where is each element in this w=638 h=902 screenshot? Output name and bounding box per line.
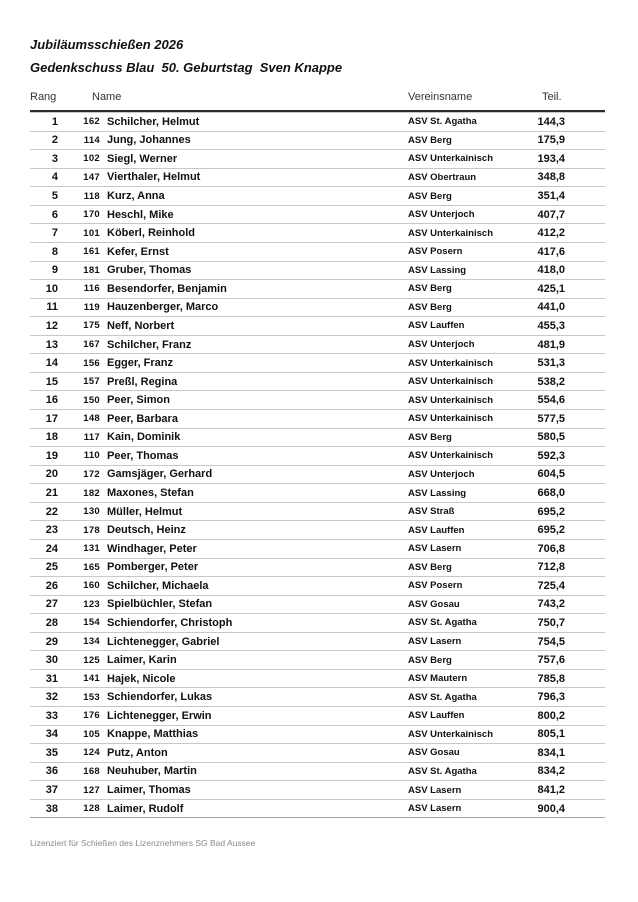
score-cell: 538,2 <box>537 375 565 388</box>
shooter-number-cell: 125 <box>83 654 100 666</box>
rank-cell: 27 <box>45 598 58 611</box>
document-subtitle: Gedenkschuss Blau 50. Geburtstag Sven Knappe <box>30 60 343 75</box>
table-row <box>30 223 605 242</box>
club-name-cell: ASV Straß <box>408 506 455 518</box>
score-cell: 712,8 <box>537 561 565 574</box>
club-name-cell: ASV Gosau <box>408 747 460 759</box>
score-cell: 144,3 <box>537 115 565 128</box>
results-table-body <box>30 112 605 818</box>
shooter-name-cell: Heschl, Mike <box>107 208 174 221</box>
table-row <box>30 613 605 632</box>
score-cell: 592,3 <box>537 449 565 462</box>
table-row <box>30 706 605 725</box>
rank-cell: 8 <box>51 245 58 258</box>
shooter-number-cell: 150 <box>83 394 100 406</box>
shooter-name-cell: Lichtenegger, Gabriel <box>107 635 220 648</box>
shooter-name-cell: Laimer, Rudolf <box>107 802 184 815</box>
club-name-cell: ASV St. Agatha <box>408 691 477 703</box>
score-cell: 425,1 <box>537 282 565 295</box>
shooter-name-cell: Kain, Dominik <box>107 431 181 444</box>
score-cell: 900,4 <box>537 802 565 815</box>
shooter-name-cell: Besendorfer, Benjamin <box>107 282 227 295</box>
rank-cell: 25 <box>45 561 58 574</box>
club-name-cell: ASV Unterjoch <box>408 209 475 221</box>
shooter-name-cell: Jung, Johannes <box>107 134 191 147</box>
score-cell: 412,2 <box>537 227 565 240</box>
shooter-name-cell: Neuhuber, Martin <box>107 765 197 778</box>
club-name-cell: ASV Posern <box>408 246 463 258</box>
shooter-name-cell: Gamsjäger, Gerhard <box>107 468 213 481</box>
club-name-cell: ASV Berg <box>408 431 452 443</box>
table-row <box>30 669 605 688</box>
shooter-name-cell: Schiendorfer, Lukas <box>107 691 213 704</box>
shooter-number-cell: 153 <box>83 691 100 703</box>
rank-cell: 13 <box>45 338 58 351</box>
shooter-number-cell: 167 <box>83 339 100 351</box>
shooter-name-cell: Laimer, Thomas <box>107 784 191 797</box>
shooter-name-cell: Schilcher, Michaela <box>107 579 209 592</box>
table-row <box>30 279 605 298</box>
table-header-row <box>30 92 605 112</box>
license-footer: Lizenziert für Schießen des Lizenznehmers SG Bad Aussee <box>30 838 256 849</box>
shooter-name-cell: Peer, Barbara <box>107 412 178 425</box>
shooter-name-cell: Müller, Helmut <box>107 505 183 518</box>
shooter-number-cell: 182 <box>83 487 100 499</box>
club-name-cell: ASV Unterkainisch <box>408 357 493 369</box>
score-cell: 407,7 <box>537 208 565 221</box>
rank-cell: 36 <box>45 765 58 778</box>
shooter-number-cell: 176 <box>83 710 100 722</box>
rank-cell: 1 <box>51 115 58 128</box>
club-name-cell: ASV Gosau <box>408 598 460 610</box>
rank-cell: 20 <box>45 468 58 481</box>
club-name-cell: ASV Lauffen <box>408 524 465 536</box>
shooter-number-cell: 124 <box>83 747 100 759</box>
club-name-cell: ASV Lasern <box>408 784 462 796</box>
table-row <box>30 762 605 781</box>
shooter-name-cell: Peer, Simon <box>107 394 170 407</box>
club-name-cell: ASV Lauffen <box>408 710 465 722</box>
club-name-cell: ASV Unterjoch <box>408 339 475 351</box>
shooter-number-cell: 114 <box>83 134 100 146</box>
score-cell: 805,1 <box>537 728 565 741</box>
shooter-number-cell: 102 <box>83 153 100 165</box>
table-row <box>30 168 605 187</box>
rank-cell: 23 <box>45 524 58 537</box>
rank-cell: 16 <box>45 394 58 407</box>
table-row <box>30 390 605 409</box>
shooter-number-cell: 110 <box>83 450 100 462</box>
score-cell: 441,0 <box>537 301 565 314</box>
column-header-score: Teil. <box>542 91 562 103</box>
club-name-cell: ASV Unterjoch <box>408 468 475 480</box>
club-name-cell: ASV Unterkainisch <box>408 227 493 239</box>
table-row <box>30 316 605 335</box>
club-name-cell: ASV Unterkainisch <box>408 376 493 388</box>
table-row <box>30 112 605 131</box>
shooter-number-cell: 156 <box>83 357 100 369</box>
score-cell: 531,3 <box>537 357 565 370</box>
shooter-name-cell: Deutsch, Heinz <box>107 524 186 537</box>
shooter-name-cell: Schilcher, Franz <box>107 338 192 351</box>
score-cell: 800,2 <box>537 709 565 722</box>
shooter-number-cell: 168 <box>83 765 100 777</box>
score-cell: 481,9 <box>537 338 565 351</box>
rank-cell: 11 <box>46 301 58 314</box>
score-cell: 757,6 <box>537 654 565 667</box>
score-cell: 695,2 <box>537 524 565 537</box>
club-name-cell: ASV Berg <box>408 134 452 146</box>
score-cell: 834,1 <box>537 746 565 759</box>
table-row <box>30 502 605 521</box>
shooter-number-cell: 119 <box>83 301 100 313</box>
club-name-cell: ASV Berg <box>408 301 452 313</box>
shooter-number-cell: 160 <box>83 580 100 592</box>
shooter-number-cell: 123 <box>83 598 100 610</box>
table-row <box>30 799 605 818</box>
table-row <box>30 242 605 261</box>
table-row <box>30 595 605 614</box>
shooter-number-cell: 105 <box>83 728 100 740</box>
shooter-number-cell: 157 <box>83 376 100 388</box>
table-row <box>30 725 605 744</box>
shooter-number-cell: 154 <box>83 617 100 629</box>
table-row <box>30 353 605 372</box>
shooter-name-cell: Putz, Anton <box>107 746 168 759</box>
shooter-name-cell: Egger, Franz <box>107 357 174 370</box>
club-name-cell: ASV Lasern <box>408 803 462 815</box>
shooter-name-cell: Laimer, Karin <box>107 654 177 667</box>
club-name-cell: ASV Unterkainisch <box>408 153 493 165</box>
shooter-number-cell: 101 <box>83 227 100 239</box>
shooter-number-cell: 170 <box>83 209 100 221</box>
club-name-cell: ASV Lasern <box>408 543 462 555</box>
rank-cell: 19 <box>45 449 58 462</box>
score-cell: 725,4 <box>537 579 565 592</box>
shooter-number-cell: 181 <box>83 264 100 276</box>
table-row <box>30 632 605 651</box>
table-row <box>30 743 605 762</box>
column-header-name: Name <box>92 91 122 103</box>
shooter-name-cell: Neff, Norbert <box>107 319 175 332</box>
table-row <box>30 780 605 799</box>
shooter-name-cell: Windhager, Peter <box>107 542 197 555</box>
score-cell: 418,0 <box>537 264 565 277</box>
rank-cell: 6 <box>51 208 58 221</box>
document-title: Jubiläumsschießen 2026 <box>30 37 184 52</box>
score-cell: 577,5 <box>537 412 565 425</box>
rank-cell: 17 <box>45 412 58 425</box>
rank-cell: 32 <box>45 691 58 704</box>
shooter-name-cell: Knappe, Matthias <box>107 728 199 741</box>
rank-cell: 30 <box>45 654 58 667</box>
club-name-cell: ASV Posern <box>408 580 463 592</box>
rank-cell: 35 <box>45 746 58 759</box>
column-header-rank: Rang <box>30 91 57 103</box>
rank-cell: 29 <box>45 635 58 648</box>
club-name-cell: ASV Unterkainisch <box>408 413 493 425</box>
table-row <box>30 520 605 539</box>
club-name-cell: ASV Lassing <box>408 264 467 276</box>
rank-cell: 37 <box>45 784 58 797</box>
shooter-name-cell: Peer, Thomas <box>107 449 179 462</box>
table-row <box>30 186 605 205</box>
rank-cell: 21 <box>45 487 58 500</box>
table-row <box>30 261 605 280</box>
table-row <box>30 539 605 558</box>
rank-cell: 24 <box>45 542 58 555</box>
rank-cell: 33 <box>45 709 58 722</box>
shooter-name-cell: Gruber, Thomas <box>107 264 192 277</box>
club-name-cell: ASV Berg <box>408 654 452 666</box>
table-row <box>30 687 605 706</box>
club-name-cell: ASV St. Agatha <box>408 116 477 128</box>
score-cell: 604,5 <box>537 468 565 481</box>
score-cell: 841,2 <box>537 784 565 797</box>
score-cell: 455,3 <box>537 319 565 332</box>
shooter-number-cell: 118 <box>83 190 100 202</box>
score-cell: 175,9 <box>537 134 565 147</box>
table-row <box>30 558 605 577</box>
shooter-name-cell: Kefer, Ernst <box>107 245 169 258</box>
shooter-number-cell: 162 <box>83 116 100 128</box>
column-header-club: Vereinsname <box>408 91 473 103</box>
score-cell: 785,8 <box>537 672 565 685</box>
score-cell: 750,7 <box>537 616 565 629</box>
shooter-number-cell: 178 <box>83 524 100 536</box>
club-name-cell: ASV Obertraun <box>408 171 477 183</box>
club-name-cell: ASV Unterkainisch <box>408 394 493 406</box>
rank-cell: 14 <box>45 357 58 370</box>
rank-cell: 7 <box>51 227 58 240</box>
shooter-name-cell: Schiendorfer, Christoph <box>107 616 233 629</box>
club-name-cell: ASV Lasern <box>408 636 462 648</box>
score-cell: 348,8 <box>537 171 565 184</box>
shooter-number-cell: 127 <box>83 784 100 796</box>
club-name-cell: ASV St. Agatha <box>408 617 477 629</box>
rank-cell: 2 <box>51 134 58 147</box>
rank-cell: 34 <box>45 728 58 741</box>
club-name-cell: ASV Berg <box>408 190 452 202</box>
rank-cell: 5 <box>51 190 58 203</box>
table-row <box>30 205 605 224</box>
table-row <box>30 465 605 484</box>
shooter-name-cell: Hajek, Nicole <box>107 672 176 685</box>
club-name-cell: ASV Unterkainisch <box>408 728 493 740</box>
shooter-number-cell: 116 <box>83 283 100 295</box>
shooter-name-cell: Schilcher, Helmut <box>107 115 200 128</box>
table-row <box>30 409 605 428</box>
rank-cell: 10 <box>45 282 58 295</box>
shooter-name-cell: Spielbüchler, Stefan <box>107 598 213 611</box>
club-name-cell: ASV St. Agatha <box>408 765 477 777</box>
rank-cell: 18 <box>45 431 58 444</box>
shooter-name-cell: Lichtenegger, Erwin <box>107 709 212 722</box>
table-row <box>30 576 605 595</box>
score-cell: 754,5 <box>537 635 565 648</box>
rank-cell: 4 <box>51 171 58 184</box>
shooter-number-cell: 172 <box>83 468 100 480</box>
score-cell: 834,2 <box>537 765 565 778</box>
shooter-number-cell: 161 <box>83 246 100 258</box>
rank-cell: 31 <box>45 672 58 685</box>
shooter-name-cell: Siegl, Werner <box>107 152 178 165</box>
shooter-name-cell: Hauzenberger, Marco <box>107 301 219 314</box>
table-row <box>30 650 605 669</box>
shooter-name-cell: Pomberger, Peter <box>107 561 199 574</box>
score-cell: 695,2 <box>537 505 565 518</box>
table-row <box>30 428 605 447</box>
score-cell: 193,4 <box>537 152 565 165</box>
club-name-cell: ASV Lauffen <box>408 320 465 332</box>
rank-cell: 38 <box>45 802 58 815</box>
table-row <box>30 446 605 465</box>
score-cell: 351,4 <box>537 190 565 203</box>
shooter-name-cell: Köberl, Reinhold <box>107 227 195 240</box>
score-cell: 580,5 <box>537 431 565 444</box>
shooter-number-cell: 130 <box>83 506 100 518</box>
table-row <box>30 483 605 502</box>
score-cell: 417,6 <box>537 245 565 258</box>
club-name-cell: ASV Mautern <box>408 673 468 685</box>
shooter-number-cell: 131 <box>83 543 100 555</box>
shooter-number-cell: 175 <box>83 320 100 332</box>
club-name-cell: ASV Lassing <box>408 487 467 499</box>
rank-cell: 15 <box>45 375 58 388</box>
rank-cell: 12 <box>45 319 58 332</box>
shooter-number-cell: 147 <box>83 171 100 183</box>
table-row <box>30 335 605 354</box>
shooter-name-cell: Kurz, Anna <box>107 190 165 203</box>
shooter-number-cell: 128 <box>83 803 100 815</box>
shooter-number-cell: 141 <box>83 673 100 685</box>
rank-cell: 28 <box>45 616 58 629</box>
table-row <box>30 298 605 317</box>
rank-cell: 3 <box>51 152 58 165</box>
shooter-name-cell: Maxones, Stefan <box>107 487 194 500</box>
score-cell: 554,6 <box>537 394 565 407</box>
club-name-cell: ASV Berg <box>408 561 452 573</box>
score-cell: 796,3 <box>537 691 565 704</box>
table-row <box>30 149 605 168</box>
shooter-number-cell: 165 <box>83 561 100 573</box>
rank-cell: 26 <box>45 579 58 592</box>
score-cell: 668,0 <box>537 487 565 500</box>
shooter-number-cell: 117 <box>83 431 100 443</box>
shooter-name-cell: Preßl, Regina <box>107 375 178 388</box>
table-row <box>30 131 605 150</box>
score-cell: 743,2 <box>537 598 565 611</box>
club-name-cell: ASV Berg <box>408 283 452 295</box>
shooter-number-cell: 148 <box>83 413 100 425</box>
shooter-number-cell: 134 <box>83 636 100 648</box>
shooter-name-cell: Vierthaler, Helmut <box>107 171 201 184</box>
score-cell: 706,8 <box>537 542 565 555</box>
rank-cell: 22 <box>45 505 58 518</box>
club-name-cell: ASV Unterkainisch <box>408 450 493 462</box>
rank-cell: 9 <box>51 264 58 277</box>
table-row <box>30 372 605 391</box>
